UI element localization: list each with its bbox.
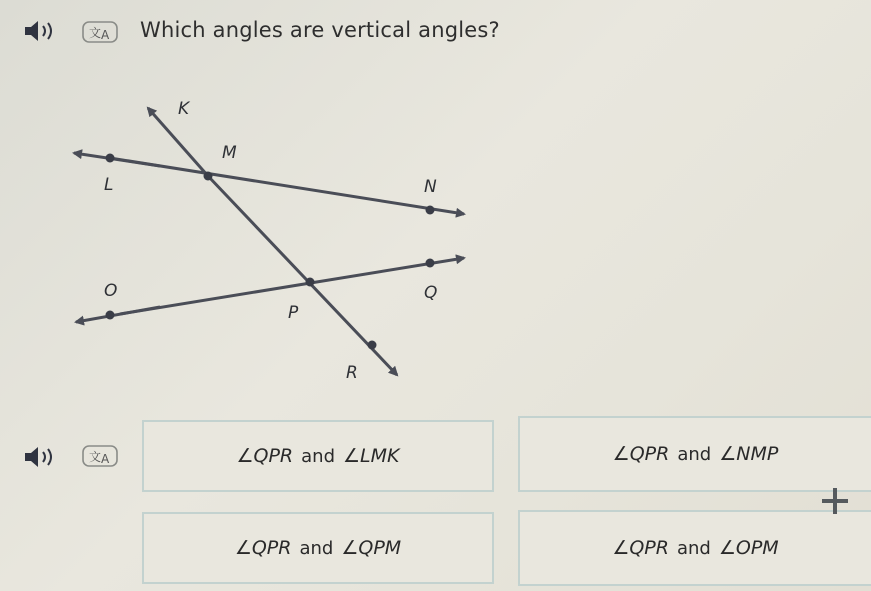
point-q [426, 259, 435, 268]
plus-icon[interactable] [820, 486, 850, 516]
line-lmn-left [74, 153, 160, 166]
answer-1-right: ∠LMK [343, 445, 400, 467]
answer-2-conj: and [677, 443, 712, 465]
point-p [306, 278, 315, 287]
answer-choice-1[interactable] [142, 420, 494, 492]
label-n: N [424, 177, 437, 197]
answer-1-left: ∠QPR [236, 445, 294, 467]
answer-3-right: ∠QPM [341, 537, 402, 559]
line-opq-left [76, 307, 160, 322]
point-m [204, 172, 213, 181]
speaker-icon[interactable] [22, 18, 60, 44]
question-text: Which angles are vertical angles? [140, 18, 500, 42]
label-l: L [104, 175, 114, 195]
point-l [106, 154, 115, 163]
answer-2-right: ∠NMP [719, 443, 779, 465]
label-r: R [346, 363, 358, 383]
point-r [368, 341, 377, 350]
answer-choice-3[interactable] [142, 512, 494, 584]
svg-text:A: A [101, 28, 110, 42]
speaker-icon[interactable] [22, 444, 60, 470]
label-m: M [222, 143, 237, 163]
answer-4-conj: and [676, 537, 711, 559]
point-o [106, 311, 115, 320]
answer-1-conj: and [301, 445, 336, 467]
answer-choice-2[interactable] [518, 416, 871, 492]
answer-4-right: ∠OPM [718, 537, 779, 559]
label-p: P [288, 303, 299, 323]
answer-2-left: ∠QPR [612, 443, 670, 465]
svg-text:文: 文 [89, 450, 102, 464]
svg-text:文: 文 [89, 26, 102, 40]
point-n [426, 206, 435, 215]
line-lmn [110, 158, 464, 214]
translate-icon[interactable] [81, 18, 119, 46]
label-k: K [178, 99, 190, 119]
label-o: O [104, 281, 118, 301]
answer-3-left: ∠QPR [234, 537, 292, 559]
geometry-figure [60, 90, 490, 390]
answer-4-left: ∠QPR [612, 537, 669, 559]
translate-icon[interactable] [81, 442, 119, 470]
answer-choice-4[interactable] [518, 510, 871, 586]
label-q: Q [424, 283, 438, 303]
svg-text:A: A [101, 452, 110, 466]
answer-3-conj: and [299, 537, 334, 559]
